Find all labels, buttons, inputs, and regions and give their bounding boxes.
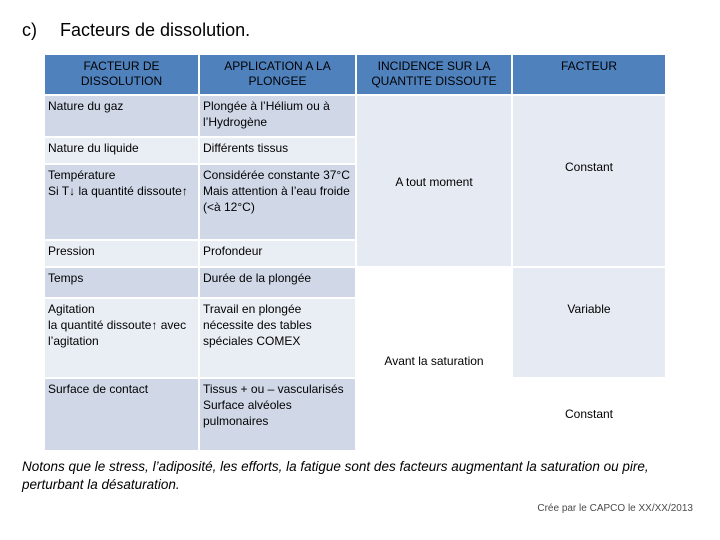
header-application: APPLICATION A LA PLONGEE: [200, 55, 355, 94]
factor-type-group-3: [513, 379, 665, 450]
incidence-text: Avant la saturation: [384, 354, 484, 368]
factor-type-text: Constant: [564, 407, 614, 421]
table-row-application: Durée de la plongée: [200, 268, 355, 297]
factor-type-group-1: [513, 96, 665, 266]
table-row-factor: Surface de contact: [45, 379, 198, 450]
section-number: c): [22, 20, 37, 40]
table-row-application: Plongée à l’Hélium ou à l’Hydrogène: [200, 96, 355, 136]
incidence-group-1: [357, 96, 511, 266]
table-row-application: Différents tissus: [200, 138, 355, 163]
factor-type-text: Variable: [567, 302, 611, 316]
table-row-application: Travail en plongée nécessite des tables spéciales COMEX: [200, 299, 355, 377]
footnote: Notons que le stress, l’adiposité, les efforts, la fatigue sont des facteurs augmentant la saturation ou pire, perturbant la désaturation.: [22, 459, 649, 492]
table-row-factor: Température Si T↓ la quantité dissoute↑: [45, 165, 198, 239]
table-row-factor: Agitation la quantité dissoute↑ avec l’agitation: [45, 299, 198, 377]
header-incidence: INCIDENCE SUR LA QUANTITE DISSOUTE: [357, 55, 511, 94]
table-row-factor: Nature du gaz: [45, 96, 198, 136]
table-row-factor: Pression: [45, 241, 198, 266]
table-row-factor: Nature du liquide: [45, 138, 198, 163]
incidence-text: A tout moment: [395, 175, 473, 189]
credit: Crée par le CAPCO le XX/XX/2013: [537, 503, 693, 514]
table-row-application: Considérée constante 37°C Mais attention à l’eau froide (<à 12°C): [200, 165, 355, 239]
table-row-application: Profondeur: [200, 241, 355, 266]
title-text: Facteurs de dissolution.: [60, 20, 251, 40]
header-factor: FACTEUR DE DISSOLUTION: [45, 55, 198, 94]
table-row-application: Tissus + ou – vascularisés Surface alvéoles pulmonaires: [200, 379, 355, 450]
factor-type-text: Constant: [564, 160, 614, 174]
slide-title: [22, 20, 250, 41]
header-factor-type: FACTEUR: [513, 55, 665, 94]
table-row-factor: Temps: [45, 268, 198, 297]
factor-type-group-2: [513, 268, 665, 377]
incidence-group-2: [357, 268, 511, 450]
